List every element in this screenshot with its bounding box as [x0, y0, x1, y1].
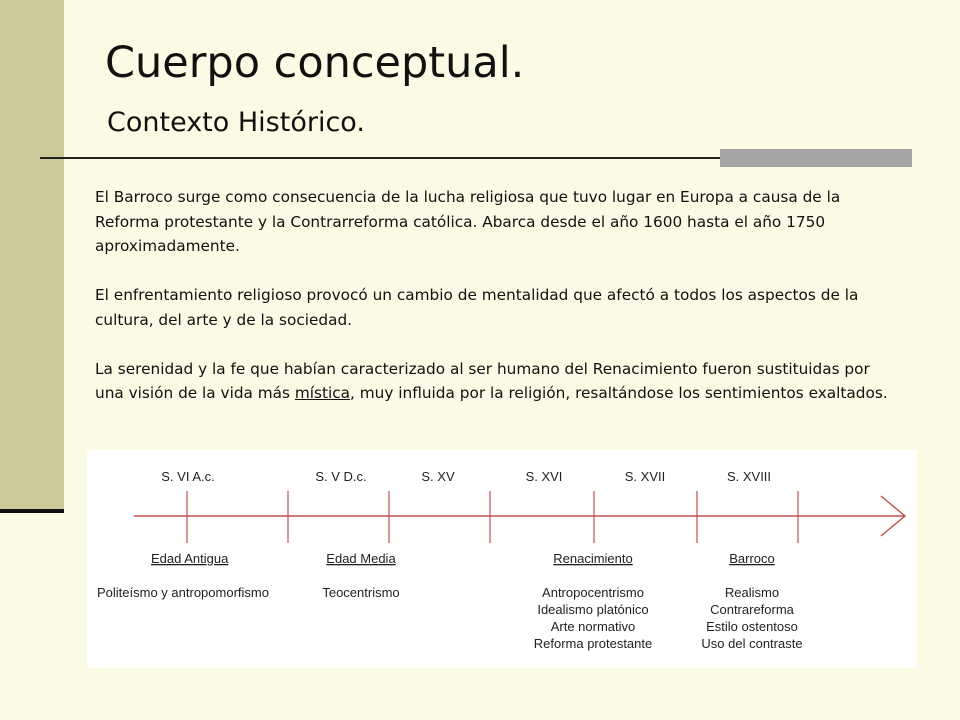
paragraph-2: El enfrentamiento religioso provocó un cambio de mentalidad que afectó a todos los aspectos de la cultura, del arte y de la sociedad. [95, 286, 859, 329]
period-feature: Realismo [724, 585, 780, 600]
paragraph-3 [95, 357, 895, 406]
period-name: Barroco [729, 551, 775, 566]
period-feature: Idealismo platónico [537, 602, 649, 617]
period-name: Renacimiento [553, 551, 633, 566]
paragraph-3-text-before: La serenidad y la fe que habían caracterizado al ser humano del Renacimiento fueron sustituidas por una visión de la vida más [95, 359, 870, 402]
period-feature: Antropocentrismo [542, 585, 644, 600]
title-divider-accent [720, 149, 912, 167]
period-feature: Reforma protestante [533, 636, 653, 651]
period-feature: Contrareforma [710, 602, 794, 617]
period-feature: Politeísmo y antropomorfismo [97, 585, 269, 600]
century-label: S. XVI [525, 469, 563, 484]
slide-subtitle: Contexto Histórico. [107, 107, 365, 138]
left-accent-bar [0, 0, 64, 512]
century-label: S. V D.c. [315, 469, 367, 484]
timeline-diagram [87, 450, 917, 668]
period-name: Edad Media [326, 551, 396, 566]
paragraph-3-text-after: , muy influida por la religión, resaltándose los sentimientos exaltados. [350, 384, 888, 402]
period-feature: Estilo ostentoso [706, 619, 798, 634]
century-label: S. XV [421, 469, 455, 484]
period-feature: Arte normativo [550, 619, 636, 634]
mistica-link[interactable]: mística [294, 384, 351, 402]
body-text [95, 185, 895, 430]
century-label: S. XVIII [726, 469, 772, 484]
paragraph-1: El Barroco surge como consecuencia de la lucha religiosa que tuvo lugar en Europa a causa de la Reforma protestante y la Contrarreforma católica. Abarca desde el año 1600 hasta el año 1750 aproximadamente. [95, 188, 841, 255]
period-feature: Uso del contraste [701, 636, 803, 651]
left-accent-bar-base [0, 509, 64, 513]
timeline-svg [87, 450, 917, 668]
century-label: S. XVII [624, 469, 666, 484]
century-label: S. VI A.c. [161, 469, 215, 484]
period-name: Edad Antigua [151, 551, 229, 566]
slide-title: Cuerpo conceptual. [105, 38, 525, 88]
period-feature: Teocentrismo [322, 585, 400, 600]
